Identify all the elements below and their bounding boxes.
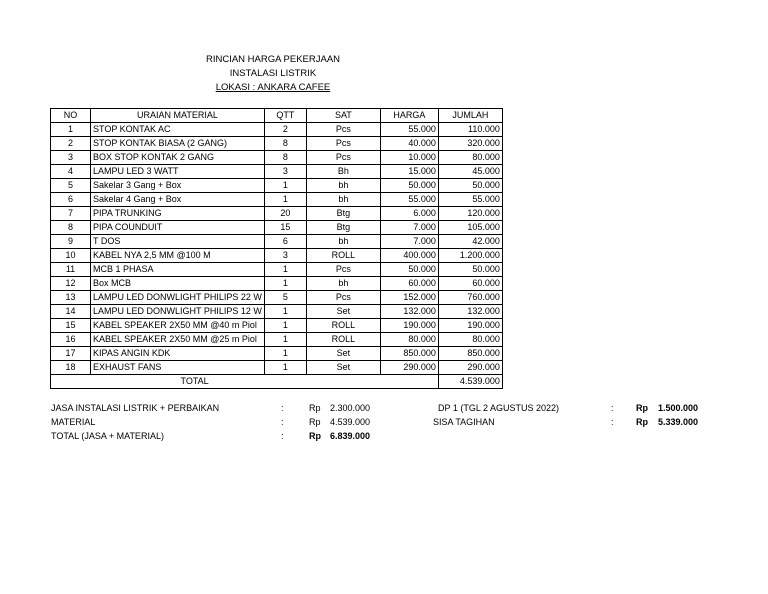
cell-total: 42.000 bbox=[438, 235, 502, 249]
cell-qty: 1 bbox=[264, 347, 306, 361]
cell-item: LAMPU LED DONWLIGHT PHILIPS 22 W bbox=[91, 291, 265, 305]
summary-remaining-value: 5.339.000 bbox=[658, 417, 699, 427]
cell-no: 6 bbox=[51, 193, 91, 207]
table-row bbox=[51, 347, 503, 361]
cell-unit: Set bbox=[306, 347, 380, 361]
cell-price: 400.000 bbox=[380, 249, 438, 263]
table-row bbox=[51, 235, 503, 249]
summary-jasa-value: 2.300.000 bbox=[330, 403, 371, 413]
cell-item: Sakelar 3 Gang + Box bbox=[91, 179, 265, 193]
cell-price: 6.000 bbox=[380, 207, 438, 221]
cell-unit: Bh bbox=[306, 165, 380, 179]
cell-price: 10.000 bbox=[380, 151, 438, 165]
cell-no: 15 bbox=[51, 319, 91, 333]
cell-no: 3 bbox=[51, 151, 91, 165]
cell-price: 190.000 bbox=[380, 319, 438, 333]
cell-total: 80.000 bbox=[438, 151, 502, 165]
cell-price: 15.000 bbox=[380, 165, 438, 179]
summary-grand-total-currency: Rp bbox=[309, 431, 321, 441]
cell-total: 50.000 bbox=[438, 179, 502, 193]
summary-jasa-colon: : bbox=[281, 403, 284, 413]
col-header-total: JUMLAH bbox=[438, 109, 502, 123]
cell-item: BOX STOP KONTAK 2 GANG bbox=[91, 151, 265, 165]
table-row bbox=[51, 305, 503, 319]
summary-material-currency: Rp bbox=[309, 417, 321, 427]
table-row bbox=[51, 193, 503, 207]
col-header-qty: QTT bbox=[264, 109, 306, 123]
summary-grand-total-value: 6.839.000 bbox=[330, 431, 371, 441]
cell-no: 5 bbox=[51, 179, 91, 193]
cell-total: 60.000 bbox=[438, 277, 502, 291]
cell-qty: 1 bbox=[264, 319, 306, 333]
cell-qty: 1 bbox=[264, 361, 306, 375]
total-value: 4.539.000 bbox=[438, 375, 502, 389]
cell-price: 40.000 bbox=[380, 137, 438, 151]
cell-price: 50.000 bbox=[380, 179, 438, 193]
cell-price: 7.000 bbox=[380, 235, 438, 249]
cell-qty: 1 bbox=[264, 263, 306, 277]
cell-item: KABEL SPEAKER 2X50 MM @40 m Piol bbox=[91, 319, 265, 333]
table-row bbox=[51, 151, 503, 165]
cell-qty: 2 bbox=[264, 123, 306, 137]
total-label: TOTAL bbox=[91, 375, 381, 389]
table-row bbox=[51, 291, 503, 305]
cell-no: 10 bbox=[51, 249, 91, 263]
cell-price: 290.000 bbox=[380, 361, 438, 375]
cell-unit: Pcs bbox=[306, 123, 380, 137]
cell-item: KIPAS ANGIN KDK bbox=[91, 347, 265, 361]
cell-item: EXHAUST FANS bbox=[91, 361, 265, 375]
cell-unit: ROLL bbox=[306, 249, 380, 263]
cell-qty: 6 bbox=[264, 235, 306, 249]
cell-price: 60.000 bbox=[380, 277, 438, 291]
summary-remaining-currency: Rp bbox=[636, 417, 648, 427]
cell-no: 16 bbox=[51, 333, 91, 347]
table-total-row bbox=[51, 375, 503, 389]
col-header-price: HARGA bbox=[380, 109, 438, 123]
cell-no: 12 bbox=[51, 277, 91, 291]
cell-total: 120.000 bbox=[438, 207, 502, 221]
cell-no: 9 bbox=[51, 235, 91, 249]
cell-total: 1.200.000 bbox=[438, 249, 502, 263]
cell-no: 13 bbox=[51, 291, 91, 305]
cell-price: 132.000 bbox=[380, 305, 438, 319]
cell-total: 45.000 bbox=[438, 165, 502, 179]
cell-item: KABEL SPEAKER 2X50 MM @25 m Piol bbox=[91, 333, 265, 347]
summary-dp-colon: : bbox=[611, 403, 614, 413]
cell-total: 850.000 bbox=[438, 347, 502, 361]
cell-no: 7 bbox=[51, 207, 91, 221]
cell-unit: Pcs bbox=[306, 263, 380, 277]
summary-grand-total-colon: : bbox=[281, 431, 284, 441]
cell-item: PIPA COUNDUIT bbox=[91, 221, 265, 235]
cell-qty: 15 bbox=[264, 221, 306, 235]
table-row bbox=[51, 165, 503, 179]
cell-unit: bh bbox=[306, 277, 380, 291]
summary-remaining-label: SISA TAGIHAN bbox=[433, 417, 495, 427]
table-row bbox=[51, 221, 503, 235]
cell-price: 55.000 bbox=[380, 193, 438, 207]
cell-price: 7.000 bbox=[380, 221, 438, 235]
summary-grand-total-label: TOTAL (JASA + MATERIAL) bbox=[51, 431, 164, 441]
table-row bbox=[51, 249, 503, 263]
cell-qty: 1 bbox=[264, 179, 306, 193]
cell-unit: bh bbox=[306, 193, 380, 207]
table-row bbox=[51, 361, 503, 375]
document-title-line1: RINCIAN HARGA PEKERJAAN bbox=[205, 54, 341, 65]
cell-item: STOP KONTAK AC bbox=[91, 123, 265, 137]
cell-total: 105.000 bbox=[438, 221, 502, 235]
cell-qty: 1 bbox=[264, 277, 306, 291]
col-header-item: URAIAN MATERIAL bbox=[91, 109, 265, 123]
cell-total: 80.000 bbox=[438, 333, 502, 347]
summary-dp-value: 1.500.000 bbox=[658, 403, 699, 413]
cell-qty: 3 bbox=[264, 165, 306, 179]
cell-item: STOP KONTAK BIASA (2 GANG) bbox=[91, 137, 265, 151]
cell-item: Box MCB bbox=[91, 277, 265, 291]
table-row bbox=[51, 277, 503, 291]
cell-item: PIPA TRUNKING bbox=[91, 207, 265, 221]
cell-no: 11 bbox=[51, 263, 91, 277]
cell-no: 8 bbox=[51, 221, 91, 235]
cell-unit: ROLL bbox=[306, 319, 380, 333]
cell-price: 152.000 bbox=[380, 291, 438, 305]
table-row bbox=[51, 263, 503, 277]
document-title-line2: INSTALASI LISTRIK bbox=[229, 68, 317, 79]
summary-jasa-currency: Rp bbox=[309, 403, 321, 413]
summary-jasa-label: JASA INSTALASI LISTRIK + PERBAIKAN bbox=[51, 403, 220, 413]
cell-no: 18 bbox=[51, 361, 91, 375]
cell-qty: 1 bbox=[264, 305, 306, 319]
cell-item: Sakelar 4 Gang + Box bbox=[91, 193, 265, 207]
cell-total: 55.000 bbox=[438, 193, 502, 207]
cell-unit: Btg bbox=[306, 207, 380, 221]
cell-unit: Set bbox=[306, 305, 380, 319]
cell-price: 50.000 bbox=[380, 263, 438, 277]
material-table bbox=[50, 108, 503, 389]
cell-total: 110.000 bbox=[438, 123, 502, 137]
table-row bbox=[51, 333, 503, 347]
summary-dp-currency: Rp bbox=[636, 403, 648, 413]
table-row bbox=[51, 123, 503, 137]
cell-total: 760.000 bbox=[438, 291, 502, 305]
cell-no: 2 bbox=[51, 137, 91, 151]
cell-total: 50.000 bbox=[438, 263, 502, 277]
cell-no: 4 bbox=[51, 165, 91, 179]
cell-unit: Pcs bbox=[306, 291, 380, 305]
cell-item: LAMPU LED 3 WATT bbox=[91, 165, 265, 179]
table-row bbox=[51, 179, 503, 193]
table-row bbox=[51, 319, 503, 333]
cell-total: 132.000 bbox=[438, 305, 502, 319]
cell-qty: 20 bbox=[264, 207, 306, 221]
cell-item: LAMPU LED DONWLIGHT PHILIPS 12 W bbox=[91, 305, 265, 319]
cell-unit: Set bbox=[306, 361, 380, 375]
cell-price: 80.000 bbox=[380, 333, 438, 347]
cell-unit: bh bbox=[306, 179, 380, 193]
cell-total: 290.000 bbox=[438, 361, 502, 375]
cell-item: T DOS bbox=[91, 235, 265, 249]
cell-unit: Pcs bbox=[306, 137, 380, 151]
summary-remaining-colon: : bbox=[611, 417, 614, 427]
cell-qty: 3 bbox=[264, 249, 306, 263]
table-row bbox=[51, 207, 503, 221]
cell-qty: 1 bbox=[264, 193, 306, 207]
cell-unit: bh bbox=[306, 235, 380, 249]
table-row bbox=[51, 137, 503, 151]
cell-unit: ROLL bbox=[306, 333, 380, 347]
cell-qty: 1 bbox=[264, 333, 306, 347]
location-label: LOKASI : ANKARA CAFEE bbox=[215, 82, 331, 93]
col-header-unit: SAT bbox=[306, 109, 380, 123]
cell-item: KABEL NYA 2,5 MM @100 M bbox=[91, 249, 265, 263]
cell-unit: Pcs bbox=[306, 151, 380, 165]
cell-qty: 8 bbox=[264, 137, 306, 151]
cell-no: 1 bbox=[51, 123, 91, 137]
cell-no: 14 bbox=[51, 305, 91, 319]
cell-price: 850.000 bbox=[380, 347, 438, 361]
summary-dp-label: DP 1 (TGL 2 AGUSTUS 2022) bbox=[438, 403, 560, 413]
summary-material-value: 4.539.000 bbox=[330, 417, 371, 427]
table-header-row bbox=[51, 109, 503, 123]
summary-material-colon: : bbox=[281, 417, 284, 427]
cell-total: 320.000 bbox=[438, 137, 502, 151]
cell-price: 55.000 bbox=[380, 123, 438, 137]
cell-no: 17 bbox=[51, 347, 91, 361]
cell-item: MCB 1 PHASA bbox=[91, 263, 265, 277]
cell-qty: 8 bbox=[264, 151, 306, 165]
summary-material-label: MATERIAL bbox=[51, 417, 96, 427]
cell-qty: 5 bbox=[264, 291, 306, 305]
col-header-no: NO bbox=[51, 109, 91, 123]
cell-total: 190.000 bbox=[438, 319, 502, 333]
cell-unit: Btg bbox=[306, 221, 380, 235]
